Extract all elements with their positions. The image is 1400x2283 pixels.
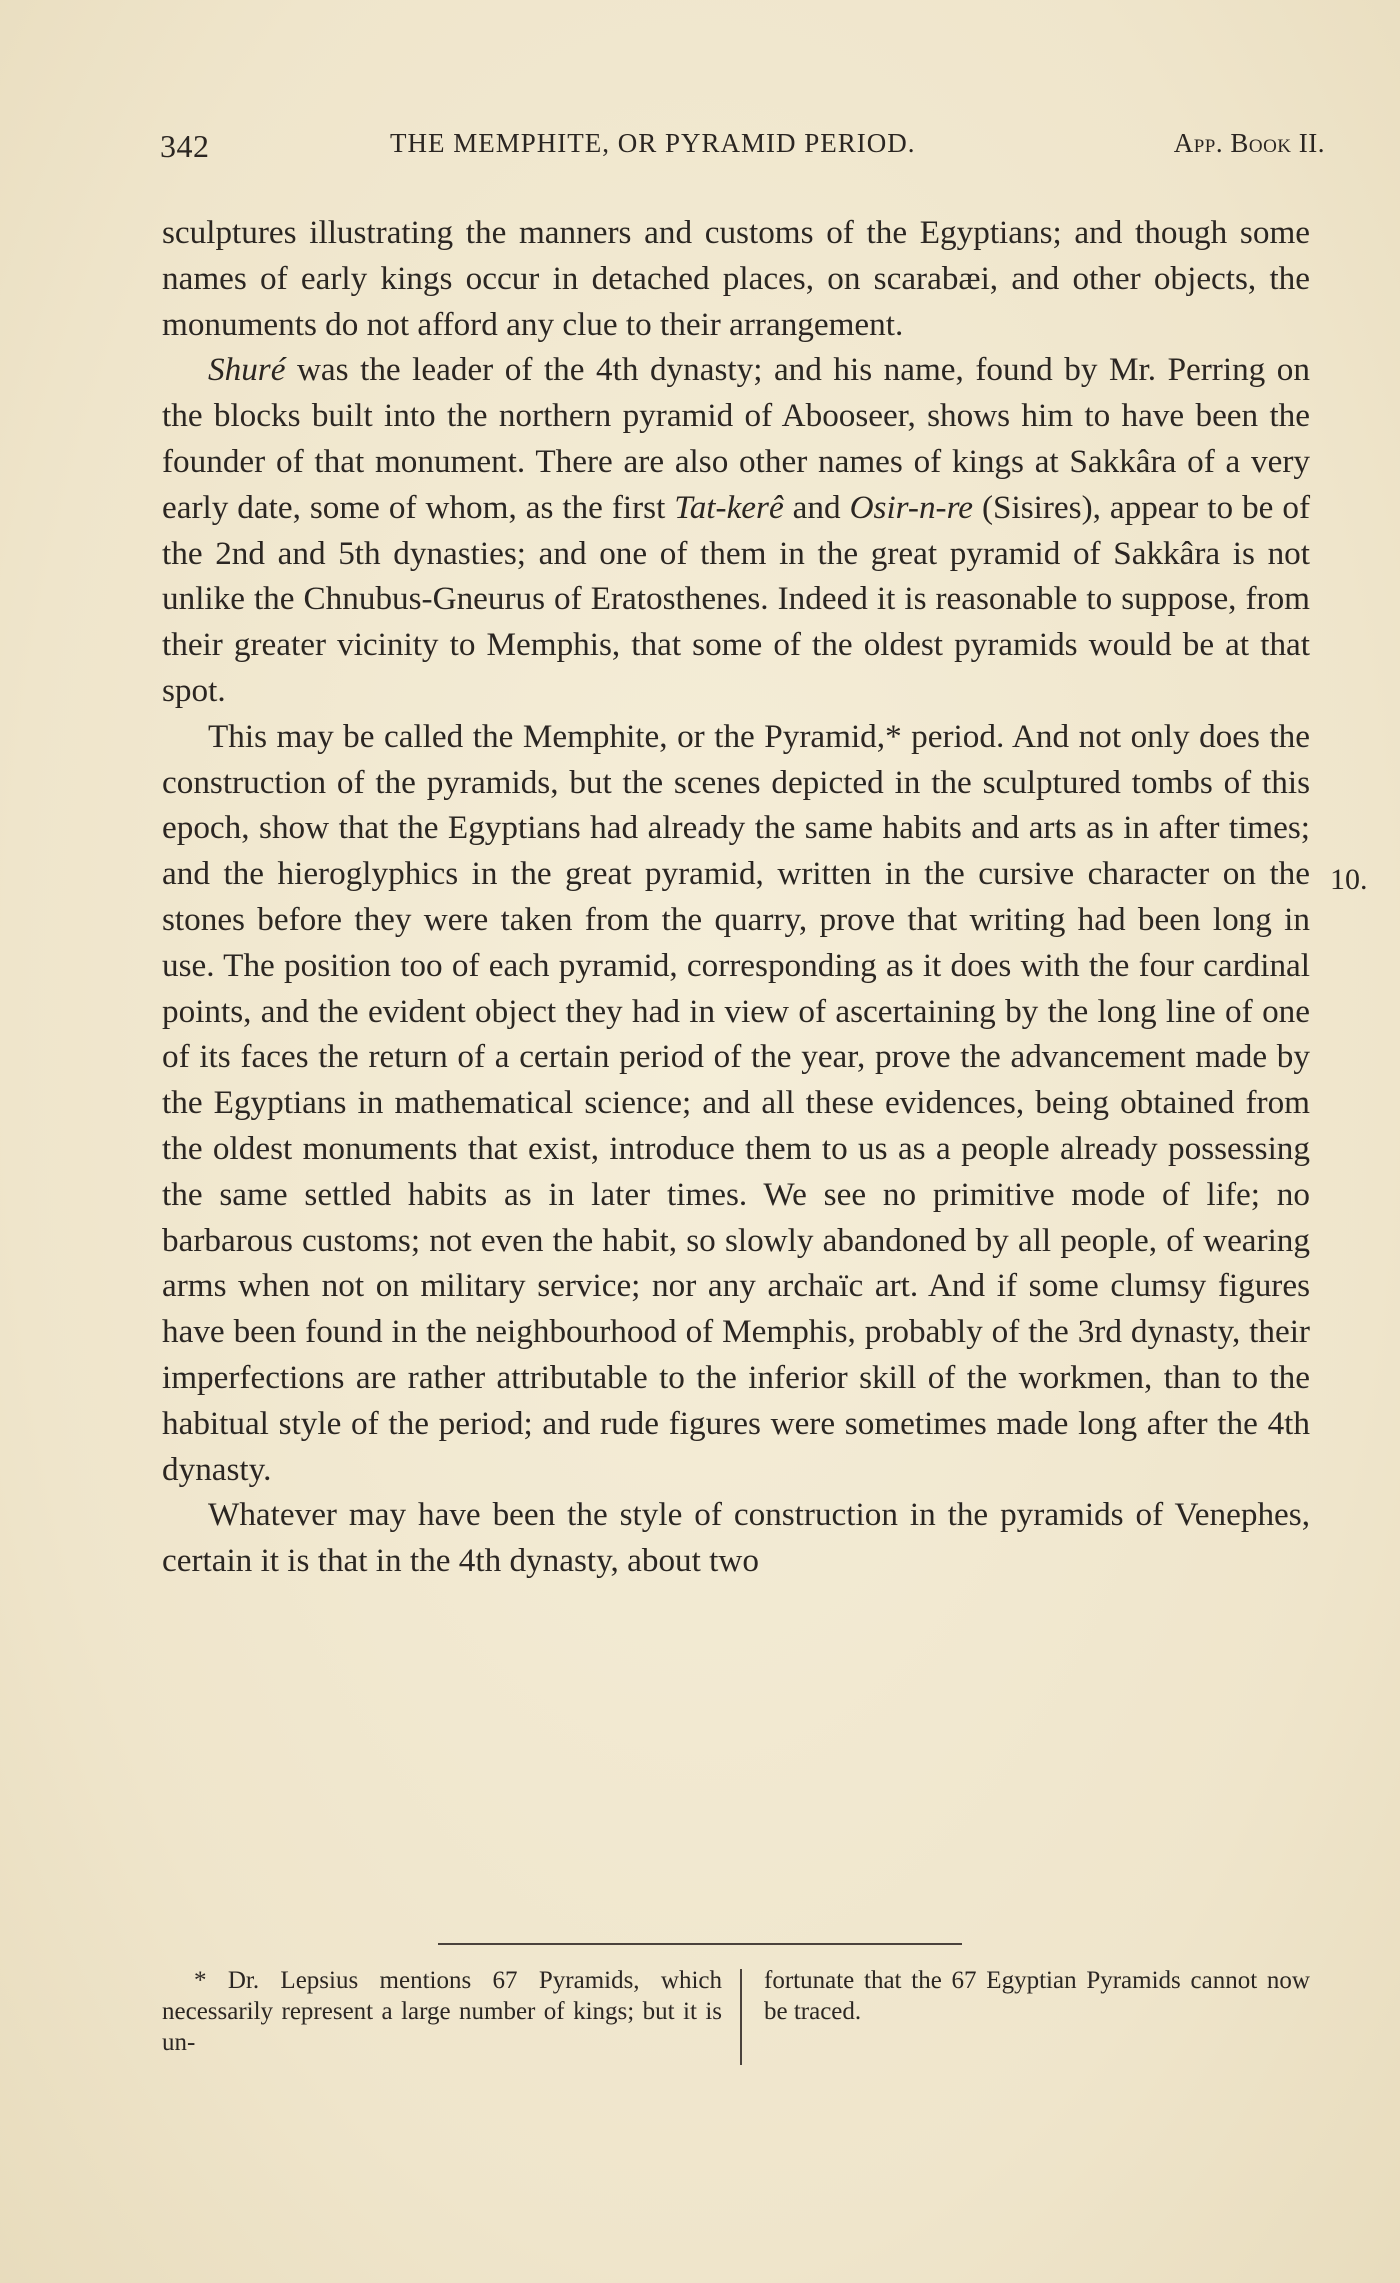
footnote-left-text: * Dr. Lepsius mentions 67 Pyramids, which necessarily represent a large number of kings; but it is un- (162, 1967, 722, 2056)
paragraph-1: sculptures illustrating the manners and customs of the Egyptians; and though some names of early kings occur in detached places, on scarabæi, and other objects, the monuments do not afford any clue to their arrangement. (162, 214, 1310, 343)
footnote-right-text: fortunate that the 67 Egyptian Pyramids cannot now be traced. (764, 1967, 1310, 2025)
running-head (160, 128, 1325, 168)
footnote-column-left (162, 1965, 722, 2058)
paragraph-2-text-c: (Sisires), appear to be of the 2nd and 5th dynasties; and one of them in the great pyramid of Sakkâra is not unlike the Chnubus-Gneurus of Eratosthenes. Indeed it is reasonable to suppose, from their greater vicinity to Memphis, that some of the oldest pyramids would be at that spot. (162, 488, 1311, 709)
paragraph-2-text-a: was the leader of the 4th dynasty; and his name, found by Mr. Perring on the blocks built into the northern pyramid of Abooseer, shows him to have been the founder of that monument. There are also other names of kings at Sakkâra of a very early date, some of whom, as the first (162, 351, 1310, 526)
king-name-tat-kere: Tat-kerê (674, 488, 784, 526)
paragraph-3: This may be called the Memphite, or the Pyramid,* period. And not only does the construction of the pyramids, but the scenes depicted in the sculptured tombs of this epoch, show that the Egyptians had already the same habits and arts as in after times; and the hieroglyphics in the great pyramid, written in the cursive character on the stones before they were taken from the quarry, prove that writing had been long in use. The position too of each pyramid, corresponding as it does with the four cardinal points, and the evident object they had in view of ascertaining by the long line of one of its faces the return of a certain period of the year, prove the advancement made by the Egyptians in mathematical science; and all these evidences, being obtained from the oldest monuments that exist, introduce them to us as a people already possessing the same settled habits as in later times. We see no primitive mode of life; no barbarous customs; not even the habit, so slowly abandoned by all people, of wearing arms when not on military service; nor any archaïc art. And if some clumsy figures have been found in the neighbourhood of Memphis, probably of the 3rd dynasty, their imperfections are rather attributable to the inferior skill of the workmen, than to the habitual style of the period; and rude figures were sometimes made long after the 4th dynasty. (162, 717, 1310, 1488)
running-head-section: App. Book II. (1173, 128, 1325, 158)
king-name-osir-n-re: Osir-n-re (849, 488, 974, 526)
footnote-column-divider (740, 1969, 742, 2065)
king-name-shure: Shuré (208, 351, 286, 389)
footnote-rule (438, 1943, 962, 1945)
running-title: THE MEMPHITE, OR PYRAMID PERIOD. (390, 128, 916, 158)
paragraph-2-text-b: and (783, 488, 850, 526)
main-text (162, 210, 1310, 1584)
footnote-column-right (764, 1965, 1310, 2027)
paragraph-2 (162, 347, 1310, 713)
page-number: 342 (160, 128, 210, 164)
paragraph-4: Whatever may have been the style of construction in the pyramids of Venephes, certain it is that in the 4th dynasty, about two (162, 1496, 1310, 1580)
margin-note: 10. (1330, 863, 1368, 896)
